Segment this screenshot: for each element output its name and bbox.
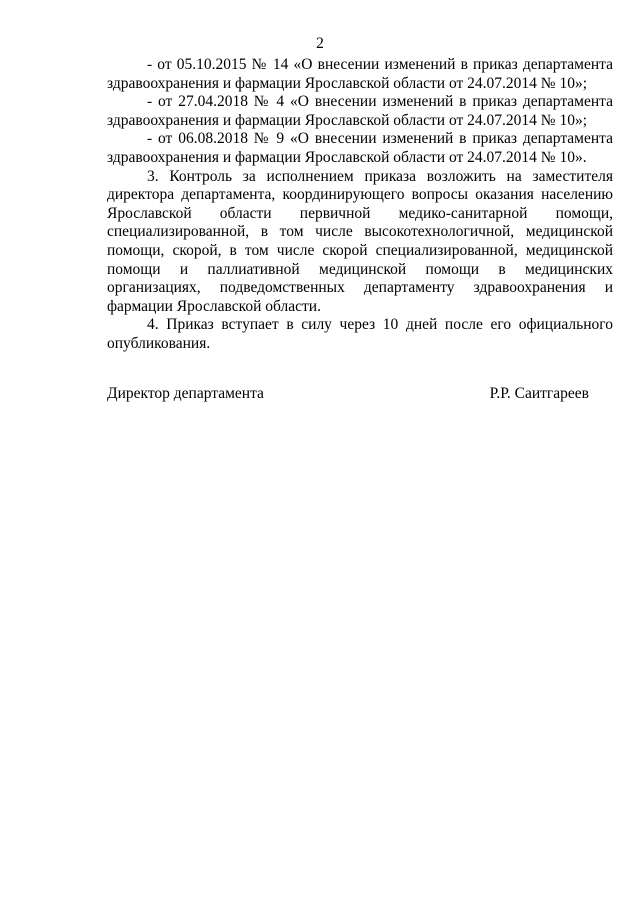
amendment-item-2: - от 27.04.2018 № 4 «О внесении изменений в приказ департамента здравоохранения и фармации Ярославской области от 24.07.2014 № 10»; [107, 93, 613, 129]
page-number: 2 [316, 35, 324, 52]
amendment-item-1: - от 05.10.2015 № 14 «О внесении изменений в приказ департамента здравоохранения и фармации Ярославской области от 24.07.2014 № 10»; [107, 56, 613, 92]
signature-block [107, 384, 589, 404]
effective-date-clause: 4. Приказ вступает в силу через 10 дней после его официального опубликования. [107, 316, 613, 352]
signatory-name: Р.Р. Саитгареев [489, 385, 589, 402]
control-clause: 3. Контроль за исполнением приказа возложить на заместителя директора департамента, координирующего вопросы оказания населению Ярославской области первичной медико-санитарной помощи, специализированной, в том числе высокотехнологичной, медицинской помощи, скорой, в том числе скорой специализированной, медицинской помощи и паллиативной медицинской помощи в медицинских организациях, подведомственных департаменту здравоохранения и фармации Ярославской области. [107, 167, 613, 315]
amendment-item-3: - от 06.08.2018 № 9 «О внесении изменений в приказ департамента здравоохранения и фармации Ярославской области от 24.07.2014 № 10». [107, 130, 613, 166]
signatory-position: Директор департамента [107, 385, 264, 402]
document-body [107, 56, 613, 354]
